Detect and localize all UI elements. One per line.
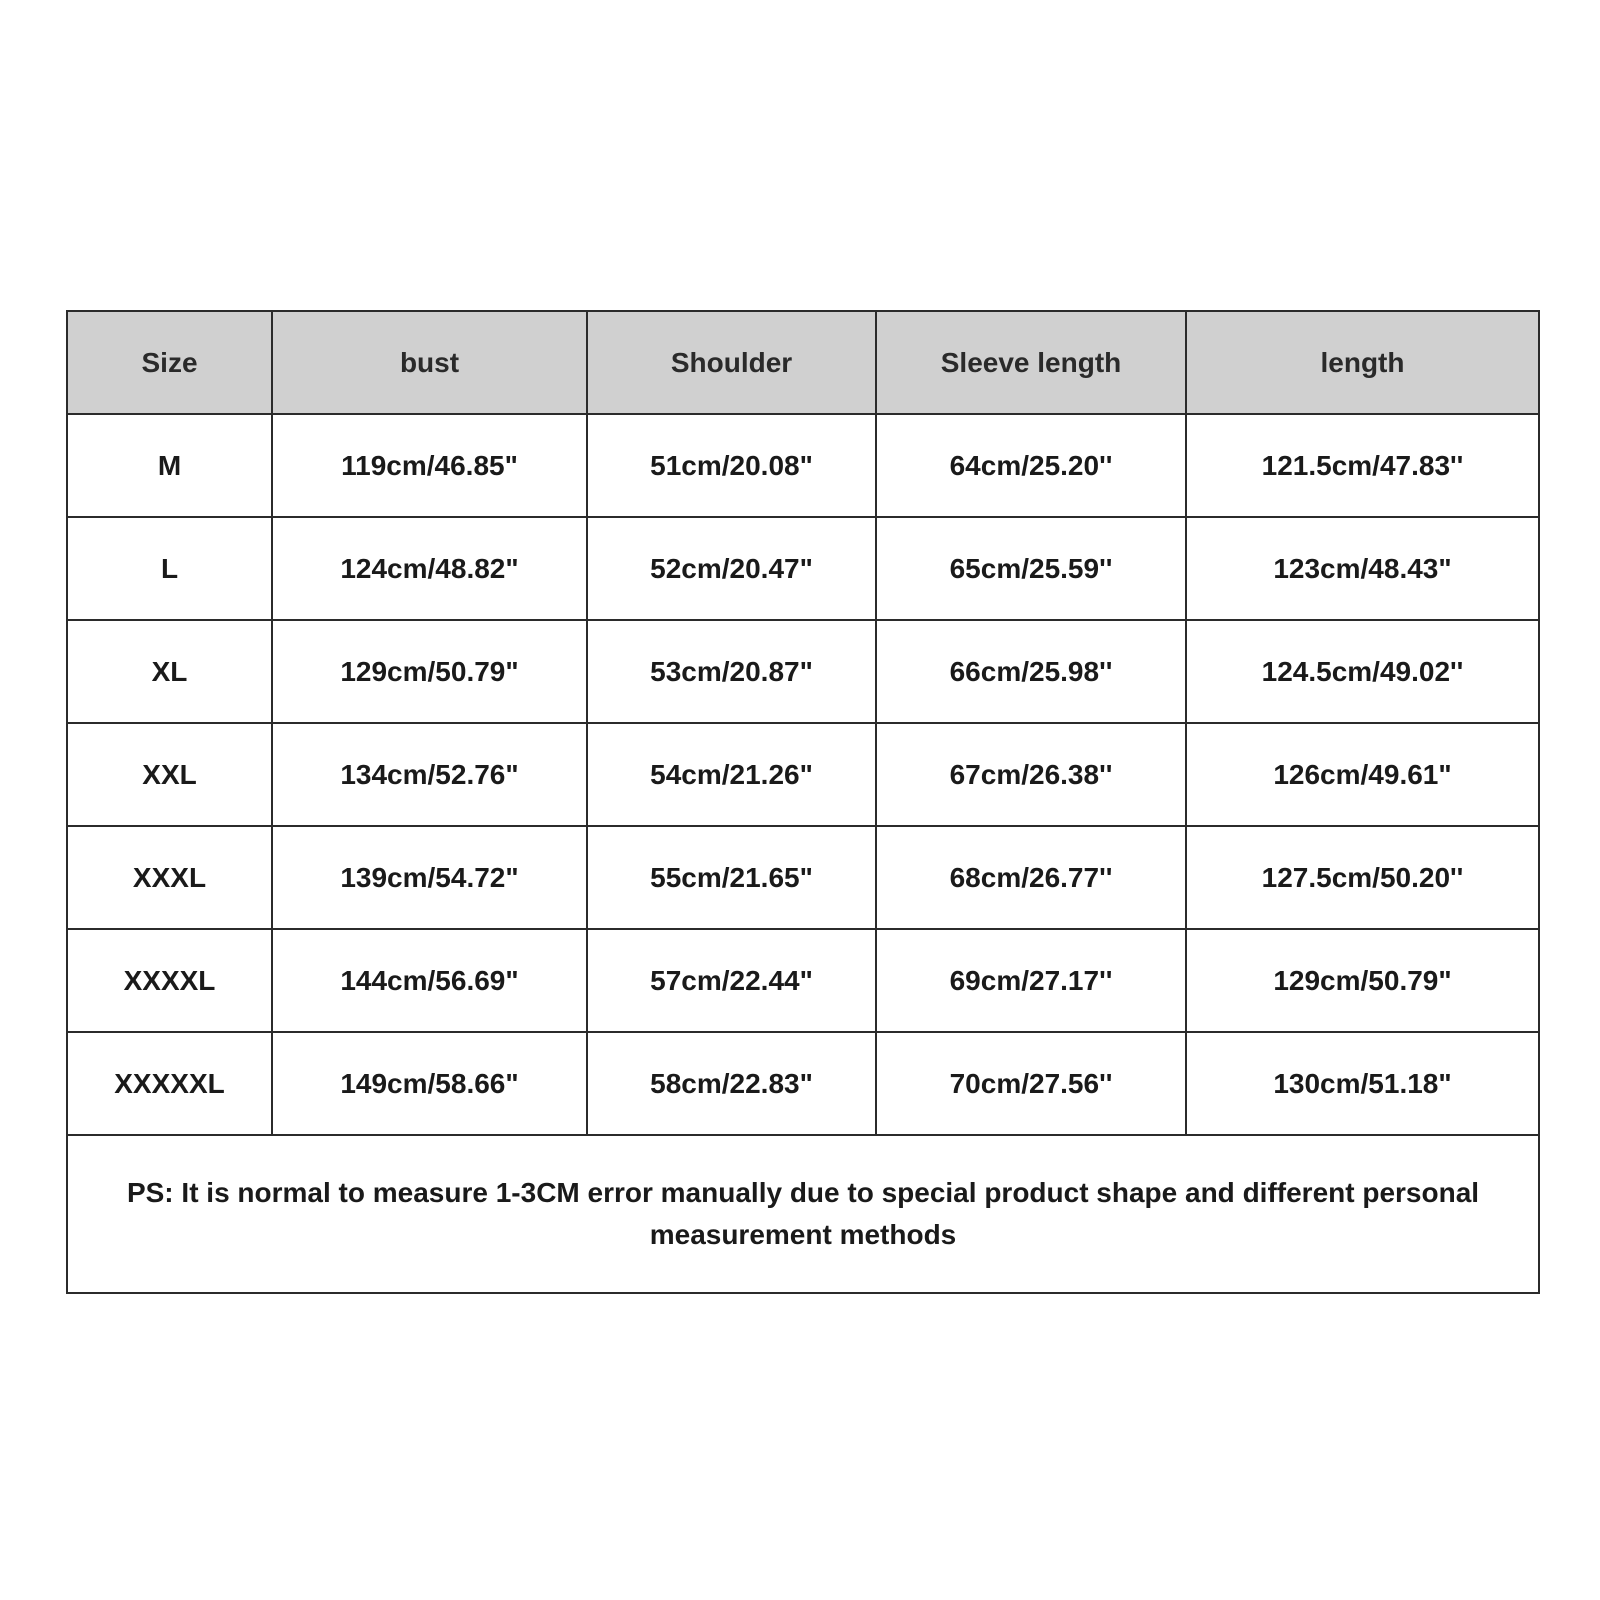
length-cell: 129cm/50.79" (1186, 929, 1539, 1032)
length-cell: 123cm/48.43" (1186, 517, 1539, 620)
note-row (67, 1135, 1539, 1293)
bust-cell: 124cm/48.82" (272, 517, 587, 620)
table-row (67, 723, 1539, 826)
bust-cell: 149cm/58.66" (272, 1032, 587, 1135)
size-cell: XXXXXL (67, 1032, 272, 1135)
shoulder-cell: 55cm/21.65" (587, 826, 876, 929)
length-cell: 121.5cm/47.83'' (1186, 414, 1539, 517)
header-size: Size (67, 311, 272, 414)
header-shoulder: Shoulder (587, 311, 876, 414)
bust-cell: 144cm/56.69" (272, 929, 587, 1032)
length-cell: 124.5cm/49.02'' (1186, 620, 1539, 723)
table-row (67, 517, 1539, 620)
size-cell: XXXL (67, 826, 272, 929)
size-cell: L (67, 517, 272, 620)
header-row (67, 311, 1539, 414)
length-cell: 130cm/51.18" (1186, 1032, 1539, 1135)
sleeve-length-cell: 68cm/26.77'' (876, 826, 1186, 929)
shoulder-cell: 53cm/20.87" (587, 620, 876, 723)
sleeve-length-cell: 70cm/27.56'' (876, 1032, 1186, 1135)
length-cell: 126cm/49.61" (1186, 723, 1539, 826)
shoulder-cell: 52cm/20.47" (587, 517, 876, 620)
sleeve-length-cell: 69cm/27.17'' (876, 929, 1186, 1032)
shoulder-cell: 51cm/20.08" (587, 414, 876, 517)
bust-cell: 129cm/50.79" (272, 620, 587, 723)
table-row (67, 620, 1539, 723)
size-cell: M (67, 414, 272, 517)
sleeve-length-cell: 66cm/25.98'' (876, 620, 1186, 723)
table-row (67, 1032, 1539, 1135)
size-cell: XXL (67, 723, 272, 826)
bust-cell: 134cm/52.76" (272, 723, 587, 826)
table-row (67, 414, 1539, 517)
sleeve-length-cell: 64cm/25.20'' (876, 414, 1186, 517)
header-bust: bust (272, 311, 587, 414)
sleeve-length-cell: 65cm/25.59'' (876, 517, 1186, 620)
header-sleeve-length: Sleeve length (876, 311, 1186, 414)
bust-cell: 119cm/46.85" (272, 414, 587, 517)
sleeve-length-cell: 67cm/26.38'' (876, 723, 1186, 826)
bust-cell: 139cm/54.72" (272, 826, 587, 929)
size-cell: XXXXL (67, 929, 272, 1032)
table-row (67, 929, 1539, 1032)
length-cell: 127.5cm/50.20'' (1186, 826, 1539, 929)
size-cell: XL (67, 620, 272, 723)
measurement-note: PS: It is normal to measure 1-3CM error manually due to special product shape and different personal measurement methods (67, 1135, 1539, 1293)
header-length: length (1186, 311, 1539, 414)
shoulder-cell: 58cm/22.83" (587, 1032, 876, 1135)
shoulder-cell: 57cm/22.44" (587, 929, 876, 1032)
table-row (67, 826, 1539, 929)
shoulder-cell: 54cm/21.26" (587, 723, 876, 826)
size-chart-table (66, 310, 1540, 1294)
